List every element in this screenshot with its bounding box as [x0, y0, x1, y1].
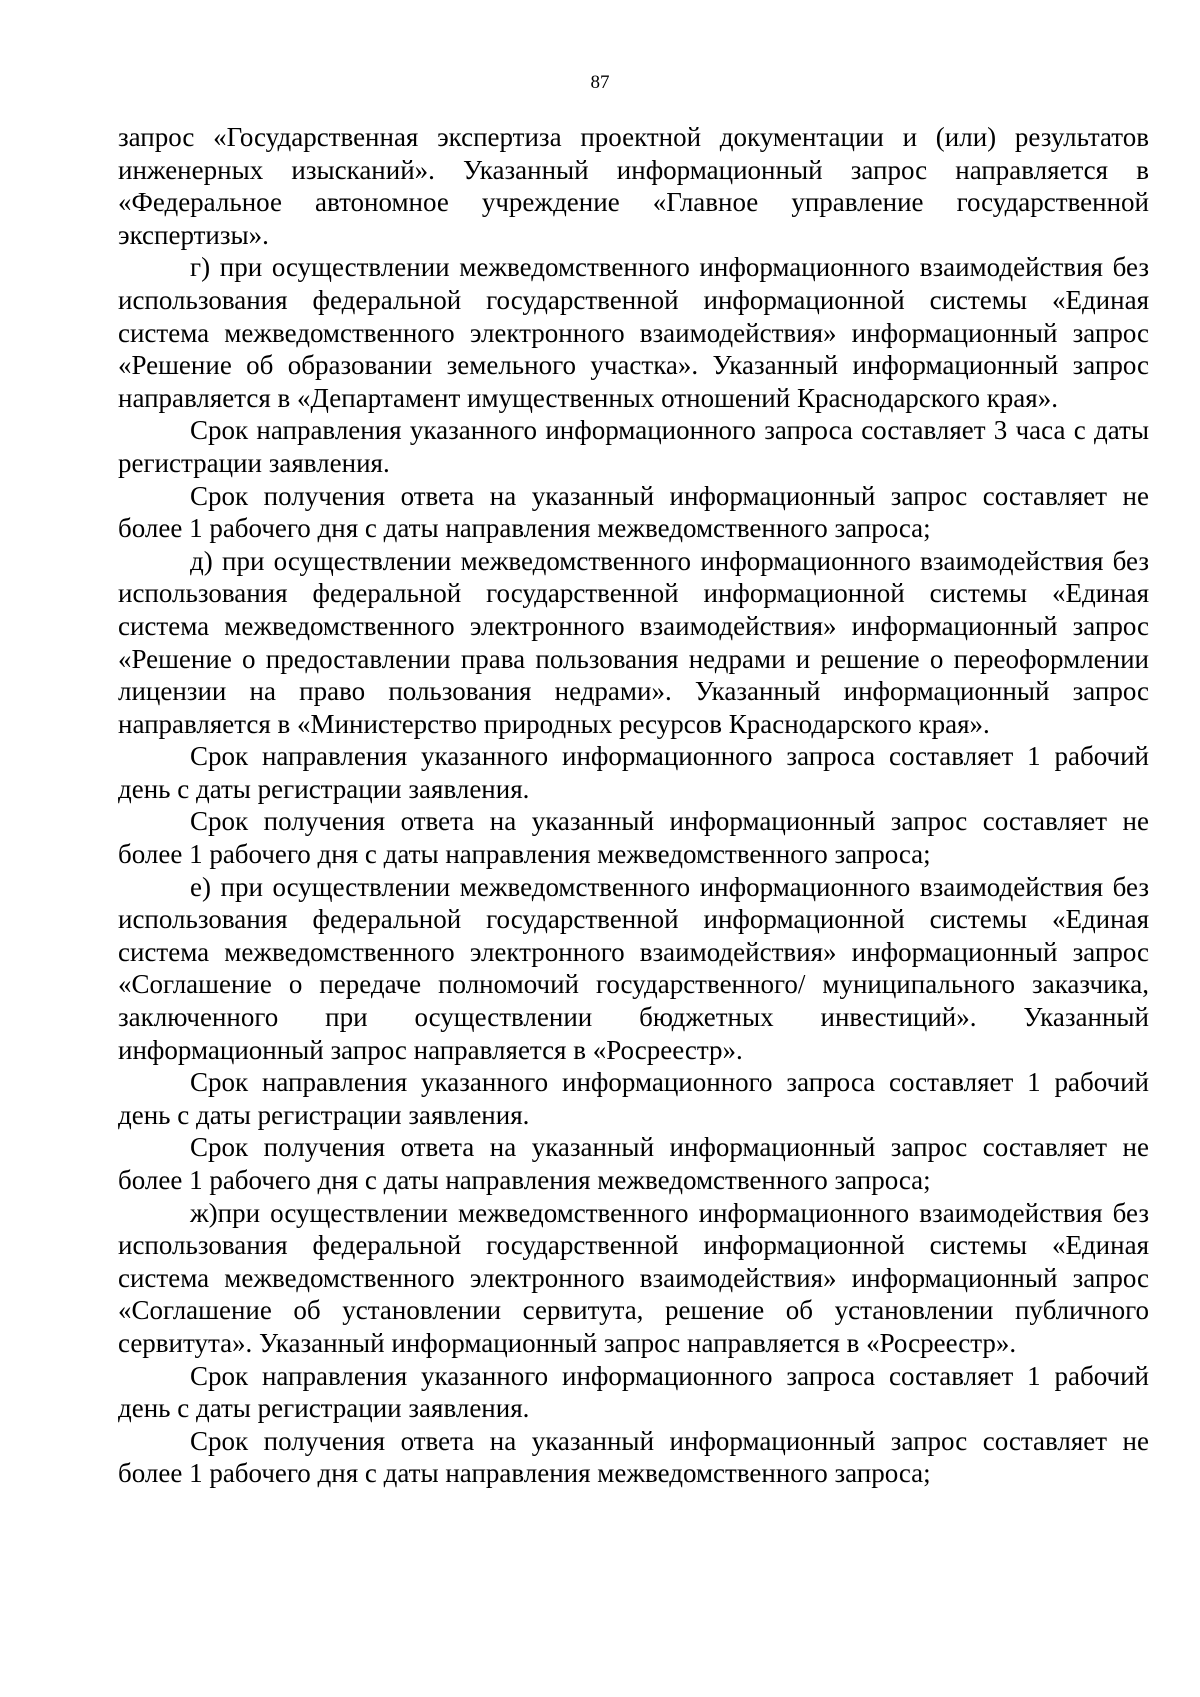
paragraph-12: Срок направления указанного информационного запроса составляет 1 рабочий день с даты регистрации заявления.: [118, 1360, 1149, 1424]
paragraph-10: Срок получения ответа на указанный информационный запрос составляет не более 1 рабочего дня с даты направления межведомственного запроса;: [118, 1132, 1149, 1195]
paragraph-8: е) при осуществлении межведомственного информационного взаимодействия без использования федеральной государственной информационной системы «Единая система межведомственного электронного взаимодействия» информационный запрос «Соглашение о передаче полномочий государственного/ муниципального заказчика, заключенного при осуществлении бюджетных инвестиций». Указанный информационный запрос направляется в «Росреестр».: [118, 871, 1149, 1065]
page-number: 87: [590, 72, 610, 93]
paragraph-6: Срок направления указанного информационного запроса составляет 1 рабочий день с даты регистрации заявления.: [118, 741, 1149, 804]
paragraph-11: ж)при осуществлении межведомственного информационного взаимодействия без использования федеральной государственной информационной системы «Единая система межведомственного электронного взаимодействия» информационный запрос «Соглашение об установлении сервитута, решение об установлении публичного сервитута». Указанный информационный запрос направляется в «Росреестр».: [118, 1197, 1149, 1358]
paragraph-3: Срок направления указанного информационного запроса составляет 3 часа с даты регистрации заявления.: [118, 415, 1149, 478]
paragraph-7: Срок получения ответа на указанный информационный запрос составляет не более 1 рабочего дня с даты направления межведомственного запроса;: [118, 806, 1149, 870]
paragraph-13: Срок получения ответа на указанный информационный запрос составляет не более 1 рабочего дня с даты направления межведомственного запроса;: [118, 1425, 1149, 1489]
paragraph-1: запрос «Государственная экспертиза проектной документации и (или) результатов инженерных изысканий». Указанный информационный запрос направляется в «Федеральное автономное учреждение «Главное управление государственной экспертизы».: [118, 122, 1149, 250]
paragraph-2: г) при осуществлении межведомственного информационного взаимодействия без использования федеральной государственной информационной системы «Единая система межведомственного электронного взаимодействия» информационный запрос «Решение об образовании земельного участка». Указанный информационный запрос направляется в «Департамент имущественных отношений Краснодарского края».: [118, 252, 1149, 413]
paragraph-5: д) при осуществлении межведомственного информационного взаимодействия без использования федеральной государственной информационной системы «Единая система межведомственного электронного взаимодействия» информационный запрос «Решение о предоставлении права пользования недрами и решение о переоформлении лицензии на право пользования недрами». Указанный информационный запрос направляется в «Министерство природных ресурсов Краснодарского края».: [118, 545, 1149, 739]
paragraph-9: Срок направления указанного информационного запроса составляет 1 рабочий день с даты регистрации заявления.: [118, 1067, 1149, 1130]
document-body: [118, 121, 1149, 1490]
paragraph-4: Срок получения ответа на указанный информационный запрос составляет не более 1 рабочего дня с даты направления межведомственного запроса;: [118, 480, 1149, 544]
